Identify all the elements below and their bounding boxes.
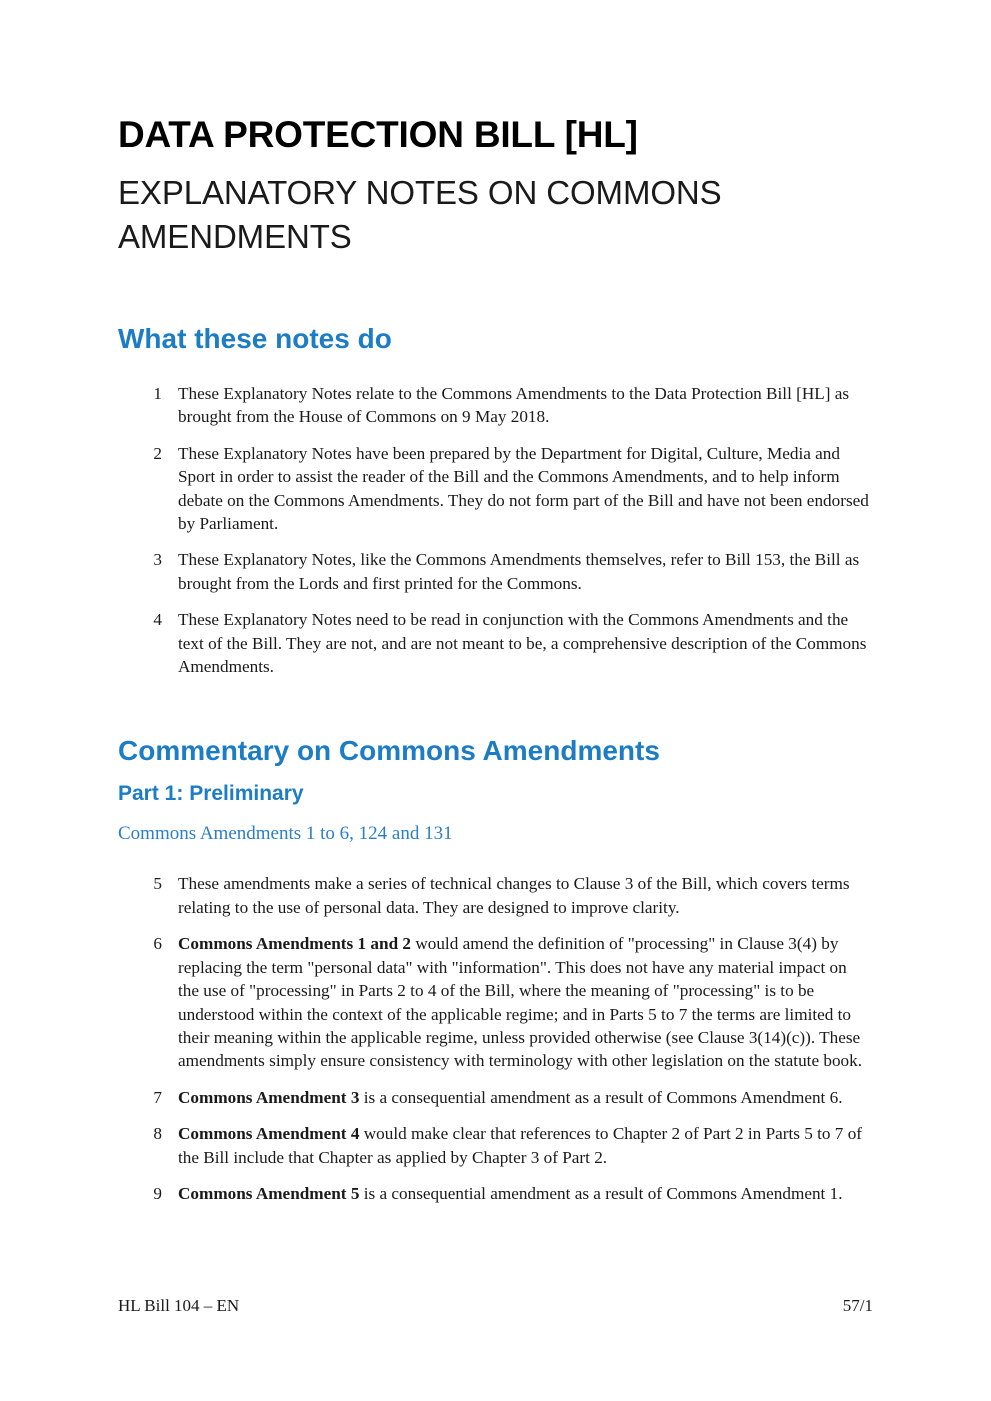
paragraph-lead: Commons Amendment 5: [178, 1183, 360, 1203]
paragraph-item: [118, 932, 872, 1072]
paragraph-item: [118, 608, 872, 678]
paragraph-number: 1: [153, 384, 162, 403]
paragraph-item: [118, 1086, 872, 1109]
paragraph-lead: Commons Amendment 4: [178, 1124, 360, 1144]
paragraph-number: 2: [153, 443, 162, 463]
paragraph-number: 3: [153, 550, 162, 570]
footer-bill-reference: HL Bill 104 – EN: [118, 1296, 240, 1315]
subheading-amendment-group: Commons Amendments 1 to 6, 124 and 131: [118, 823, 453, 845]
paragraph-item: [118, 442, 872, 536]
paragraph-item: [118, 872, 872, 919]
paragraph-text: These Explanatory Notes, like the Commons Amendments themselves, refer to Bill 153, the Bill as brought from the Lords and first printed for the Commons.: [178, 550, 860, 593]
paragraph-text: is a consequential amendment as a result of Commons Amendment 6.: [359, 1087, 843, 1107]
paragraph-text: These Explanatory Notes have been prepared by the Department for Digital, Culture, Media and Sport in order to assist the reader of the Bill and the Commons Amendments, and to help inform debate on the Commons Amendments. They do not form part of the Bill and have not been endorsed by Parliament.: [178, 443, 869, 534]
paragraph-text: These Explanatory Notes relate to the Commons Amendments to the Data Protection Bill [HL] as brought from the House of Commons on 9 May 2018.: [178, 384, 850, 427]
notes-do-paragraph-list: [118, 356, 872, 678]
paragraph-number: 8: [153, 1124, 162, 1144]
paragraph-item: [118, 548, 872, 595]
paragraph-number: 9: [153, 1183, 162, 1203]
paragraph-lead: Commons Amendments 1 and 2: [178, 934, 412, 954]
paragraph-text: These Explanatory Notes need to be read in conjunction with the Commons Amendments and the text of the Bill. They are not, and are not meant to be, a comprehensive description of the Commons Amendments.: [178, 610, 867, 677]
commentary-paragraph-list: [118, 846, 872, 1205]
section-heading-part-1: Part 1: Preliminary: [118, 782, 304, 806]
paragraph-text: is a consequential amendment as a result of Commons Amendment 1.: [359, 1183, 843, 1203]
paragraph-number: 7: [153, 1087, 162, 1107]
paragraph-item: [118, 1182, 872, 1205]
paragraph-number: 6: [153, 934, 162, 954]
paragraph-item: [118, 382, 872, 429]
paragraph-number: 4: [153, 610, 162, 630]
paragraph-text: These amendments make a series of technical changes to Clause 3 of the Bill, which covers terms relating to the use of personal data. They are designed to improve clarity.: [178, 874, 850, 917]
footer-page-number: 57/1: [842, 1296, 873, 1315]
section-heading-what-these-notes-do: What these notes do: [118, 323, 392, 354]
page-content: [118, 0, 872, 1205]
paragraph-text: would amend the definition of "processing" in Clause 3(4) by replacing the term "personal data" with "information". This does not have any material impact on the use of "processing" in Parts 2 to 4 of the Bill, where the meaning of "processing" is to be understood within the context of the applicable regime; and in Parts 5 to 7 the terms are limited to their meaning within the applicable regime, unless provided otherwise (see Clause 3(14)(c)). These amendments simply ensure consistency with terminology with other legislation on the statute book.: [178, 934, 863, 1071]
paragraph-text: would make clear that references to Chapter 2 of Part 2 in Parts 5 to 7 of the Bill include that Chapter as applied by Chapter 3 of Part 2.: [178, 1124, 863, 1167]
page-footer: [118, 1295, 873, 1317]
paragraph-item: [118, 1122, 872, 1169]
section-heading-commentary: Commentary on Commons Amendments: [118, 735, 660, 767]
paragraph-number: 5: [153, 874, 162, 894]
paragraph-lead: Commons Amendment 3: [178, 1087, 360, 1107]
document-title: DATA PROTECTION BILL [HL]: [118, 114, 638, 155]
document-subtitle: EXPLANATORY NOTES ON COMMONS AMENDMENTS: [118, 174, 722, 255]
